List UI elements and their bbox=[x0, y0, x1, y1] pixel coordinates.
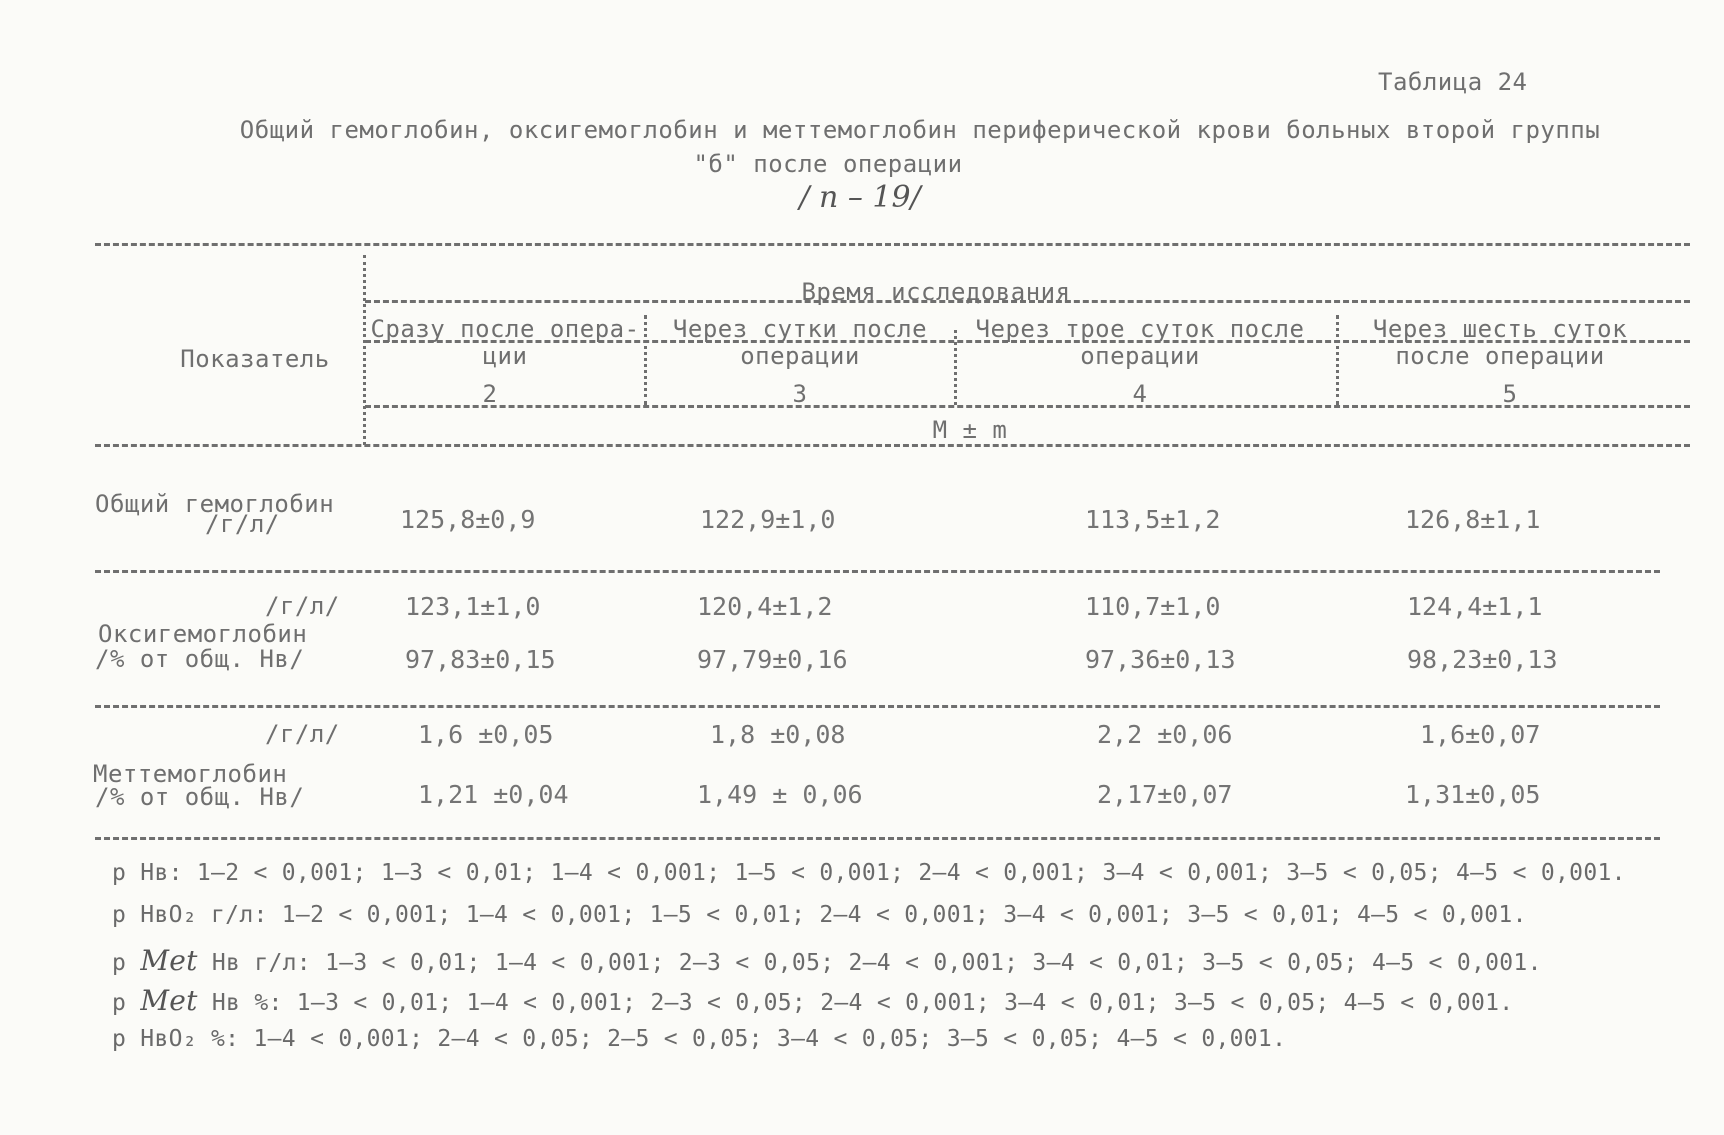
pvalue-text: 1–3 < 0,01; 1–4 < 0,001; 2–3 < 0,05; 2–4 < 0,001; 3–4 < 0,01; 3–5 < 0,05; 4–5 < 0,001. bbox=[325, 950, 1542, 976]
oxy-g-col4: 110,7±1,0 bbox=[1085, 592, 1221, 621]
oxy-g-col5: 124,4±1,1 bbox=[1407, 592, 1543, 621]
table-number: Таблица 24 bbox=[1378, 68, 1528, 96]
oxy-g-col3: 120,4±1,2 bbox=[697, 592, 833, 621]
header-col4-line2: операции bbox=[1080, 342, 1200, 370]
row-total-hb-label: Общий гемоглобин bbox=[95, 490, 335, 518]
pvalue-line-4 bbox=[112, 984, 1513, 1017]
met-g-col5: 1,6±0,07 bbox=[1420, 720, 1541, 749]
header-vsep-3 bbox=[1336, 315, 1339, 405]
header-col5-line1: Через шесть суток bbox=[1372, 315, 1628, 343]
oxy-pct-col4: 97,36±0,13 bbox=[1085, 645, 1236, 674]
header-stat: M ± m bbox=[932, 416, 1008, 444]
header-col2-line1: Сразу после опера- bbox=[370, 315, 640, 343]
oxy-pct-col5: 98,23±0,13 bbox=[1407, 645, 1558, 674]
pvalue-text: 1–2 < 0,001; 1–3 < 0,01; 1–4 < 0,001; 1–5 < 0,001; 2–4 < 0,001; 3–4 < 0,001; 3–5 < 0,05; 4–5 < 0,001. bbox=[196, 860, 1626, 886]
pvalue-text: 1–2 < 0,001; 1–4 < 0,001; 1–5 < 0,01; 2–4 < 0,001; 3–4 < 0,001; 3–5 < 0,01; 4–5 < 0,001. bbox=[281, 902, 1527, 928]
met-g-col3: 1,8 ±0,08 bbox=[710, 720, 846, 749]
pvalue-prefix: Нв г/л: bbox=[211, 950, 311, 976]
header-bottom-rule bbox=[95, 444, 1690, 447]
header-indicator: Показатель bbox=[180, 345, 330, 373]
pvalue-p: р bbox=[112, 990, 127, 1016]
pvalue-handwritten-met: Met bbox=[140, 944, 198, 977]
met-unit-1: /г/л/ bbox=[265, 720, 340, 748]
met-label: Меттемоглобин bbox=[93, 760, 288, 788]
header-col4-line1: Через трое суток после bbox=[975, 315, 1305, 343]
header-col3-line1: Через сутки после bbox=[672, 315, 928, 343]
oxy-label: Оксигемоглобин bbox=[98, 620, 308, 648]
met-pct-col3: 1,49 ± 0,06 bbox=[697, 780, 863, 809]
oxy-unit-1: /г/л/ bbox=[265, 592, 340, 620]
pvalue-prefix: Нв %: bbox=[211, 990, 283, 1016]
row-rule-2 bbox=[95, 705, 1660, 708]
met-pct-col4: 2,17±0,07 bbox=[1097, 780, 1233, 809]
header-time-title: Время исследования bbox=[801, 278, 1071, 306]
met-unit-2: /% от общ. Нв/ bbox=[95, 783, 305, 811]
met-pct-col2: 1,21 ±0,04 bbox=[418, 780, 569, 809]
row-total-hb-unit: /г/л/ bbox=[205, 510, 280, 538]
pvalue-prefix: р НвО₂ г/л: bbox=[112, 902, 268, 928]
total-hb-col5: 126,8±1,1 bbox=[1405, 505, 1541, 534]
total-hb-col3: 122,9±1,0 bbox=[700, 505, 836, 534]
pvalue-text: 1–4 < 0,001; 2–4 < 0,05; 2–5 < 0,05; 3–4 < 0,05; 3–5 < 0,05; 4–5 < 0,001. bbox=[253, 1026, 1287, 1052]
pvalue-prefix: р НвО₂ %: bbox=[112, 1026, 240, 1052]
pvalue-line-3 bbox=[112, 944, 1542, 977]
sample-size-label: / n – 19/ bbox=[799, 180, 921, 215]
total-hb-col4: 113,5±1,2 bbox=[1085, 505, 1221, 534]
row-rule-3 bbox=[95, 837, 1660, 840]
oxy-unit-2: /% от общ. Нв/ bbox=[95, 645, 305, 673]
row-rule-1 bbox=[95, 570, 1660, 573]
header-vsep-2 bbox=[954, 330, 957, 405]
header-col2-num: 2 bbox=[482, 380, 498, 408]
total-hb-col2: 125,8±0,9 bbox=[400, 505, 536, 534]
met-g-col4: 2,2 ±0,06 bbox=[1097, 720, 1233, 749]
oxy-g-col2: 123,1±1,0 bbox=[405, 592, 541, 621]
met-g-col2: 1,6 ±0,05 bbox=[418, 720, 554, 749]
header-vsep-1 bbox=[644, 315, 647, 405]
pvalue-prefix: р Нв: bbox=[112, 860, 183, 886]
header-vsep-0 bbox=[363, 255, 366, 445]
header-col4-num: 4 bbox=[1132, 380, 1148, 408]
pvalue-line-2 bbox=[112, 902, 1527, 928]
header-top-rule bbox=[95, 243, 1690, 246]
met-pct-col5: 1,31±0,05 bbox=[1405, 780, 1541, 809]
pvalue-text: 1–3 < 0,01; 1–4 < 0,001; 2–3 < 0,05; 2–4 < 0,001; 3–4 < 0,01; 3–5 < 0,05; 4–5 < 0,001. bbox=[296, 990, 1514, 1016]
pvalue-p: р bbox=[112, 950, 127, 976]
header-col3-line2: операции bbox=[740, 342, 860, 370]
table-title: Общий гемоглобин, оксигемоглобин и меттемоглобин периферической крови больных второй группы bbox=[239, 116, 1601, 144]
table-title-line2: "б" после операции bbox=[693, 150, 963, 178]
pvalue-handwritten-met: Met bbox=[140, 984, 198, 1017]
header-col2-line2: ции bbox=[482, 342, 528, 370]
header-col3-num: 3 bbox=[792, 380, 808, 408]
oxy-pct-col2: 97,83±0,15 bbox=[405, 645, 556, 674]
header-subrule-3 bbox=[365, 405, 1690, 408]
pvalue-line-1 bbox=[112, 860, 1626, 886]
oxy-pct-col3: 97,79±0,16 bbox=[697, 645, 848, 674]
pvalue-line-5 bbox=[112, 1026, 1286, 1052]
header-col5-line2: после операции bbox=[1395, 342, 1605, 370]
header-col5-num: 5 bbox=[1502, 380, 1518, 408]
